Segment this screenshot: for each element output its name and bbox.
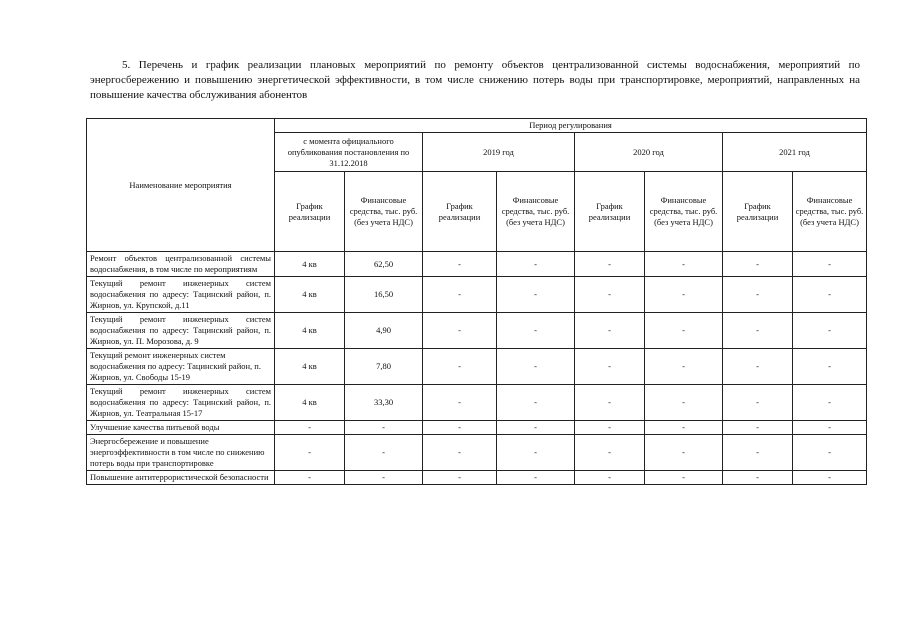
activity-name-cell: Текущий ремонт инженерных систем водоснабжения по адресу: Тацинский район, п. Жирнов, ул. Свободы 15-19 <box>87 349 275 385</box>
finance-cell: 4,90 <box>345 313 423 349</box>
table-body <box>87 252 867 485</box>
finance-cell: 16,50 <box>345 277 423 313</box>
finance-cell: - <box>793 385 867 421</box>
finance-cell: - <box>497 471 575 485</box>
finance-cell: - <box>497 421 575 435</box>
schedule-cell: - <box>575 277 645 313</box>
schedule-cell: - <box>423 471 497 485</box>
header-schedule: График реализации <box>275 172 345 252</box>
schedule-cell: 4 кв <box>275 385 345 421</box>
schedule-cell: 4 кв <box>275 277 345 313</box>
table-row <box>87 349 867 385</box>
schedule-cell: 4 кв <box>275 313 345 349</box>
finance-cell: 33,30 <box>345 385 423 421</box>
schedule-cell: - <box>723 277 793 313</box>
activity-name-cell: Ремонт объектов централизованной системы водоснабжения, в том числе по мероприятиям <box>87 252 275 277</box>
schedule-cell: - <box>723 421 793 435</box>
schedule-cell: - <box>423 277 497 313</box>
finance-cell: - <box>645 313 723 349</box>
finance-cell: - <box>497 313 575 349</box>
table-row <box>87 471 867 485</box>
schedule-cell: - <box>575 435 645 471</box>
schedule-cell: - <box>575 349 645 385</box>
finance-cell: - <box>793 277 867 313</box>
finance-cell: - <box>645 252 723 277</box>
schedule-cell: - <box>423 421 497 435</box>
header-schedule: График реализации <box>575 172 645 252</box>
header-schedule: График реализации <box>723 172 793 252</box>
finance-cell: - <box>645 277 723 313</box>
table-row <box>87 313 867 349</box>
finance-cell: - <box>345 421 423 435</box>
finance-cell: - <box>645 421 723 435</box>
finance-cell: 7,80 <box>345 349 423 385</box>
schedule-cell: 4 кв <box>275 349 345 385</box>
finance-cell: 62,50 <box>345 252 423 277</box>
finance-cell: - <box>345 471 423 485</box>
schedule-cell: - <box>275 435 345 471</box>
schedule-cell: - <box>723 252 793 277</box>
activity-name-cell: Текущий ремонт инженерных систем водоснабжения по адресу: Тацинский район, п. Жирнов, ул. П. Морозова, д. 9 <box>87 313 275 349</box>
header-period-2019: 2019 год <box>423 133 575 172</box>
activity-name-cell: Энергосбережение и повышение энергоэффективности в том числе по снижению потерь воды при транспортировке <box>87 435 275 471</box>
finance-cell: - <box>497 349 575 385</box>
schedule-cell: - <box>575 252 645 277</box>
finance-cell: - <box>793 471 867 485</box>
schedule-cell: - <box>575 471 645 485</box>
finance-cell: - <box>497 252 575 277</box>
finance-cell: - <box>793 313 867 349</box>
schedule-cell: - <box>723 385 793 421</box>
header-finance: Финансовые средства, тыс. руб. (без учета НДС) <box>793 172 867 252</box>
schedule-cell: - <box>575 385 645 421</box>
header-finance: Финансовые средства, тыс. руб. (без учета НДС) <box>645 172 723 252</box>
schedule-cell: - <box>723 435 793 471</box>
finance-cell: - <box>645 471 723 485</box>
activity-name-cell: Повышение антитеррористической безопасности <box>87 471 275 485</box>
section-title: 5. Перечень и график реализации плановых мероприятий по ремонту объектов централизованной системы водоснабжения, мероприятий по энергосбережению и повышению энергетической эффективности, в том числе снижению потерь воды при транспортировке, мероприятий, направленных на повышение качества обслуживания абонентов <box>90 59 860 101</box>
finance-cell: - <box>793 349 867 385</box>
activities-table <box>86 118 867 485</box>
table-row <box>87 277 867 313</box>
header-finance: Финансовые средства, тыс. руб. (без учета НДС) <box>497 172 575 252</box>
schedule-cell: - <box>723 471 793 485</box>
schedule-cell: - <box>723 349 793 385</box>
table-row <box>87 421 867 435</box>
finance-cell: - <box>645 435 723 471</box>
schedule-cell: - <box>423 349 497 385</box>
schedule-cell: - <box>423 435 497 471</box>
table-row <box>87 435 867 471</box>
header-activity-name: Наименование мероприятия <box>87 119 275 252</box>
finance-cell: - <box>645 349 723 385</box>
schedule-cell: - <box>275 471 345 485</box>
finance-cell: - <box>793 435 867 471</box>
header-period-2021: 2021 год <box>723 133 867 172</box>
activity-name-cell: Текущий ремонт инженерных систем водоснабжения по адресу: Тацинский район, п. Жирнов, ул. Крупской, д.11 <box>87 277 275 313</box>
finance-cell: - <box>497 277 575 313</box>
schedule-cell: - <box>723 313 793 349</box>
finance-cell: - <box>645 385 723 421</box>
header-regulation-period: Период регулирования <box>275 119 867 133</box>
schedule-cell: - <box>575 421 645 435</box>
table-row <box>87 252 867 277</box>
header-schedule: График реализации <box>423 172 497 252</box>
schedule-cell: 4 кв <box>275 252 345 277</box>
activity-name-cell: Улучшение качества питьевой воды <box>87 421 275 435</box>
header-period-initial: с момента официального опубликования постановления по 31.12.2018 <box>275 133 423 172</box>
header-period-2020: 2020 год <box>575 133 723 172</box>
schedule-cell: - <box>575 313 645 349</box>
schedule-cell: - <box>423 313 497 349</box>
finance-cell: - <box>793 421 867 435</box>
schedule-cell: - <box>423 252 497 277</box>
activity-name-cell: Текущий ремонт инженерных систем водоснабжения по адресу: Тацинский район, п. Жирнов, ул. Театральная 15-17 <box>87 385 275 421</box>
finance-cell: - <box>793 252 867 277</box>
finance-cell: - <box>497 385 575 421</box>
finance-cell: - <box>345 435 423 471</box>
finance-cell: - <box>497 435 575 471</box>
header-finance: Финансовые средства, тыс. руб. (без учета НДС) <box>345 172 423 252</box>
table-row <box>87 385 867 421</box>
schedule-cell: - <box>423 385 497 421</box>
schedule-cell: - <box>275 421 345 435</box>
